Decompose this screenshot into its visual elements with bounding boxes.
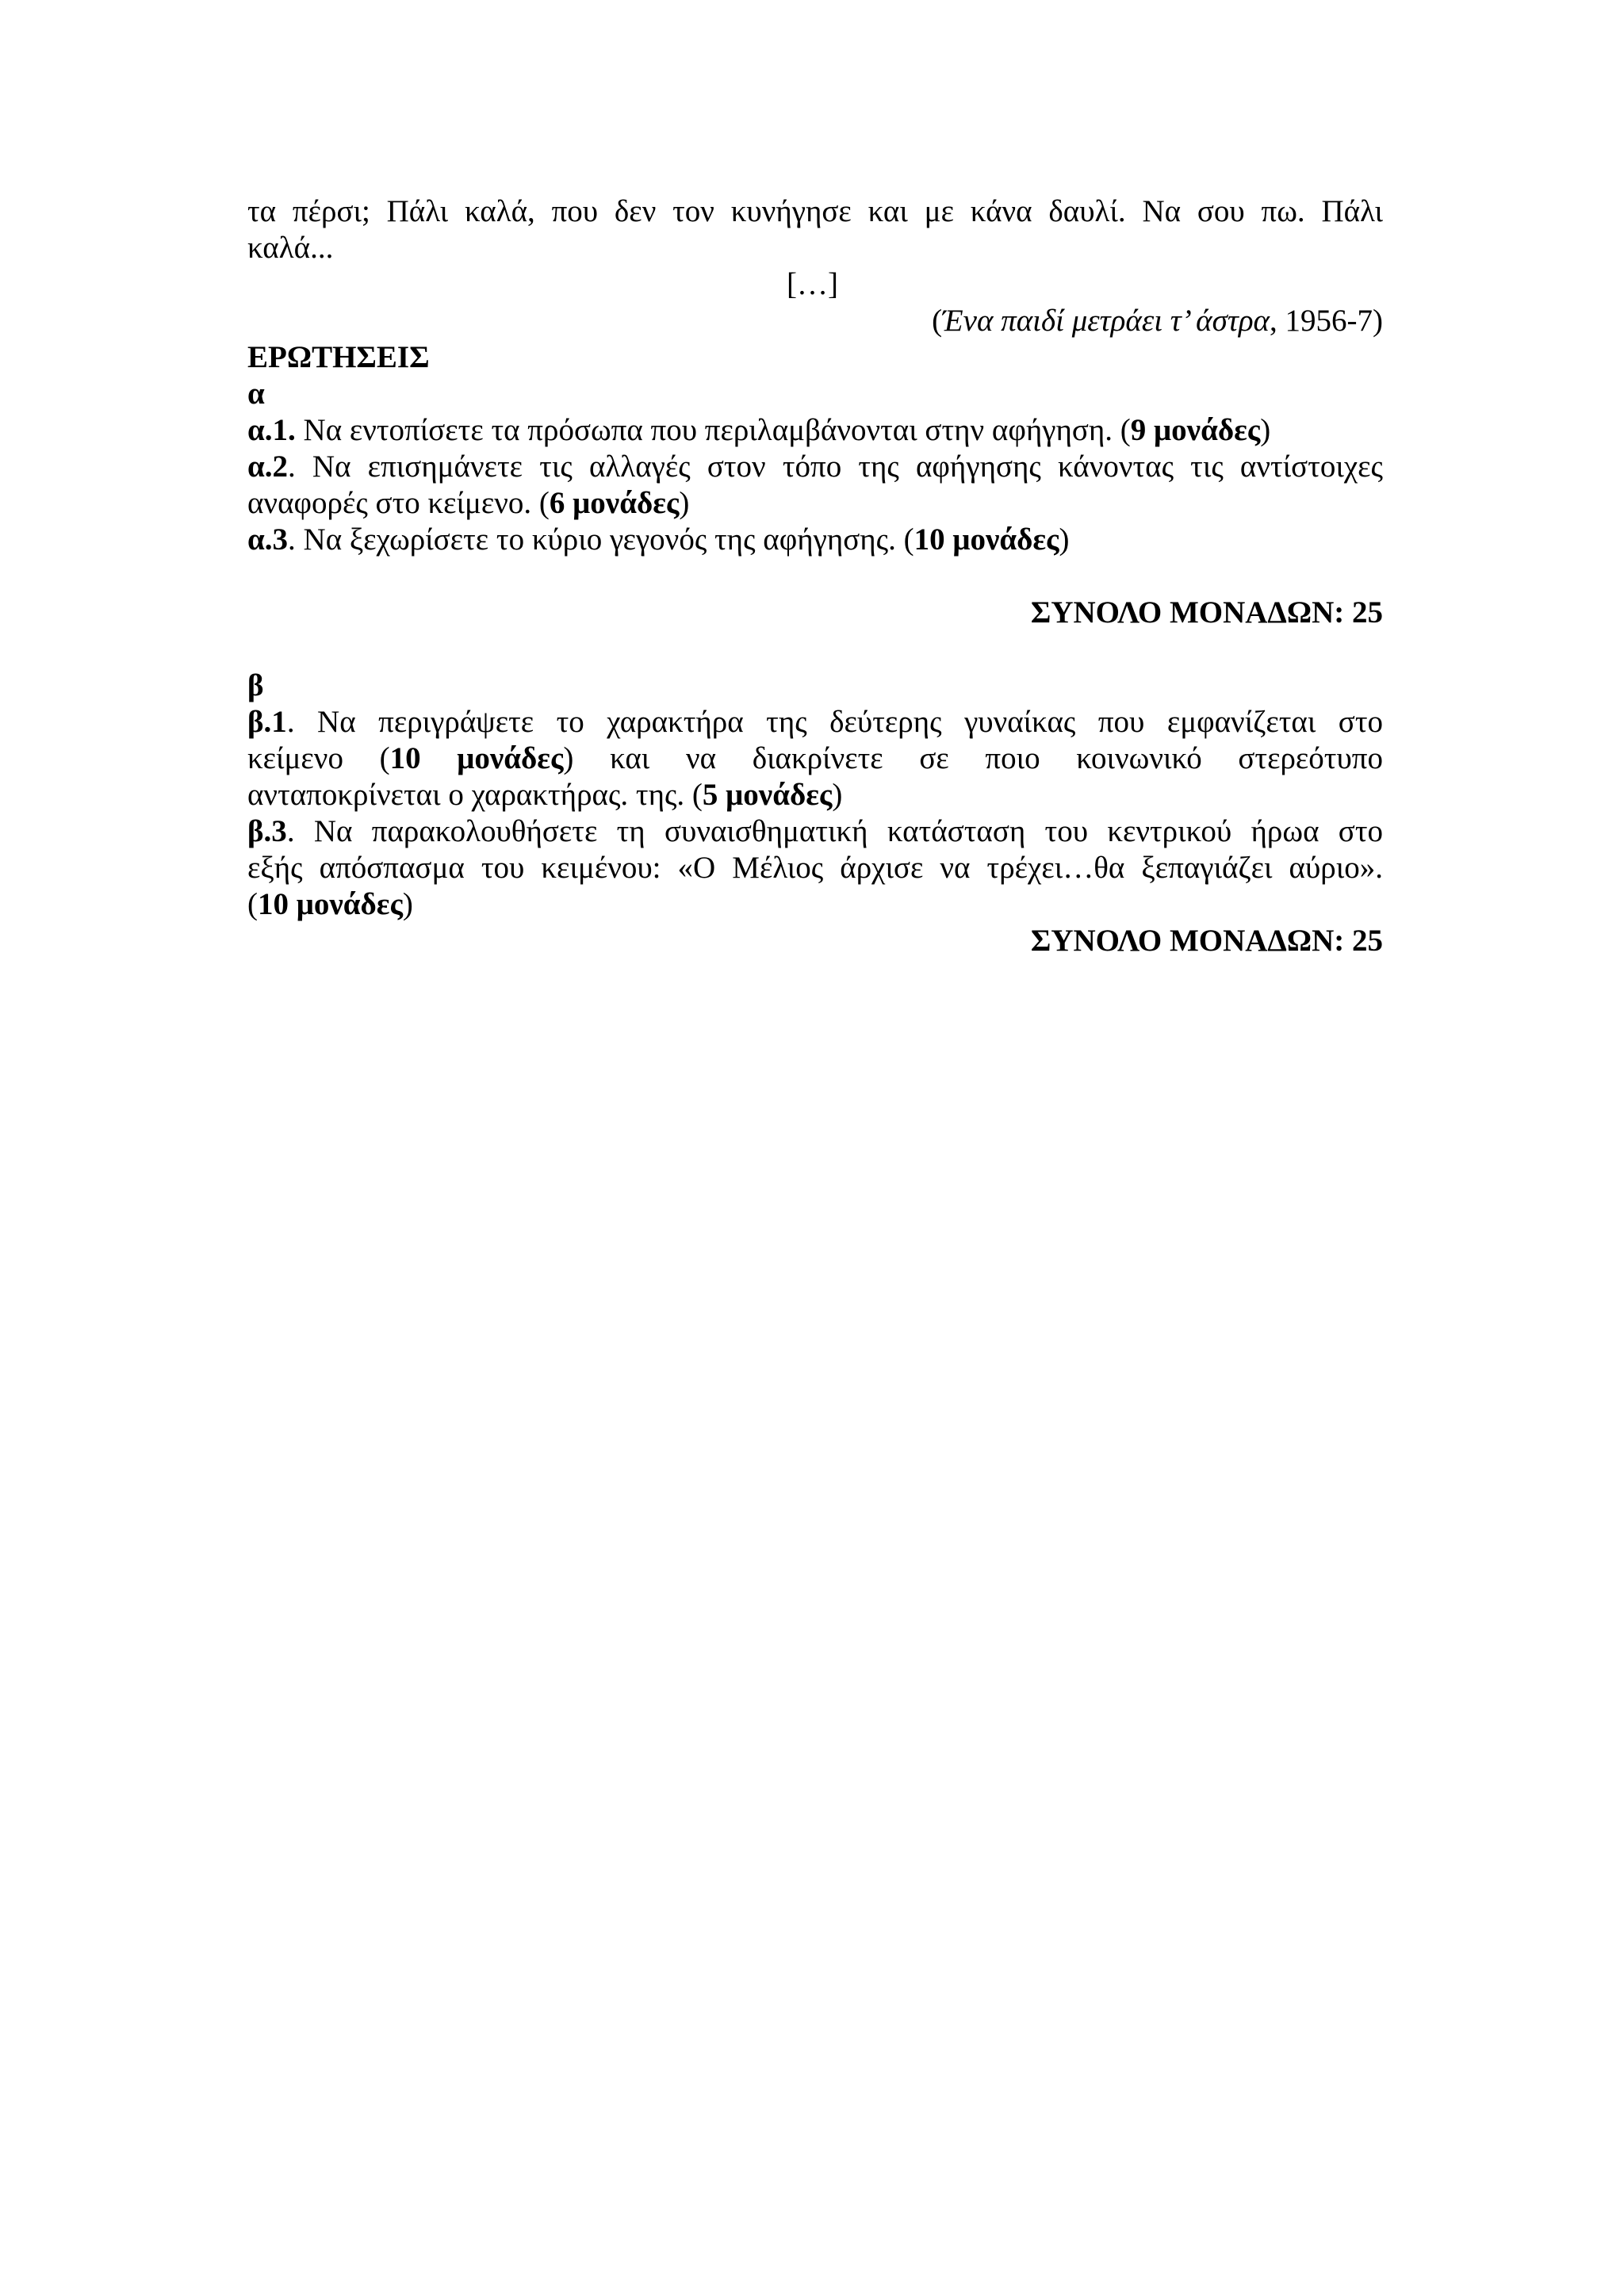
question-b3-text-1: . Να παρακολουθήσετε τη συναισθηματική κατάσταση του κεντρικού ήρωα στο xyxy=(286,814,1383,848)
question-b1-line-1 xyxy=(247,704,1383,740)
question-b1-points-1: 10 μονάδες xyxy=(389,741,564,775)
question-a3-close: ) xyxy=(1059,522,1070,557)
question-b3 xyxy=(247,813,1383,923)
question-b1-text-3: ανταποκρίνεται ο χαρακτήρας. της. ( xyxy=(247,778,703,812)
citation-open: ( xyxy=(932,304,943,338)
question-a3-text: . Να ξεχωρίσετε το κύριο γεγονός της αφήγησης. ( xyxy=(288,522,914,557)
section-b-label: β xyxy=(247,668,264,702)
question-a1-points: 9 μονάδες xyxy=(1130,413,1261,447)
section-b-total: ΣΥΝΟΛΟ ΜΟΝΑΔΩΝ: 25 xyxy=(1030,924,1383,958)
citation-rest: , 1956-7) xyxy=(1270,304,1383,338)
excerpt-line-1: τα πέρσι; Πάλι καλά, που δεν τον κυνήγησε και με κάνα δαυλί. Να σου πω. Πάλι xyxy=(247,194,1383,228)
question-b3-line-1 xyxy=(247,813,1383,850)
question-b3-line-2: εξής απόσπασμα του κειμένου: «Ο Μέλιος άρχισε να τρέχει…θα ξεπαγιάζει αύριο». xyxy=(247,851,1383,885)
question-a2-close: ) xyxy=(679,486,690,520)
question-a3-points: 10 μονάδες xyxy=(914,522,1059,557)
question-b3-points: 10 μονάδες xyxy=(258,887,403,921)
question-a3 xyxy=(247,522,1383,558)
question-b1 xyxy=(247,704,1383,813)
question-b3-number: β.3 xyxy=(247,814,287,848)
question-b1-text-2a: κείμενο ( xyxy=(247,741,390,775)
question-a2-line-1 xyxy=(247,449,1383,485)
question-b1-close: ) xyxy=(832,778,843,812)
source-citation xyxy=(247,303,1383,339)
question-a1-close: ) xyxy=(1260,413,1271,447)
question-b1-text-2b: ) και να διακρίνετε σε ποιο κοινωνικό στερεότυπο xyxy=(563,741,1383,775)
question-a2 xyxy=(247,449,1383,522)
question-a2-points: 6 μονάδες xyxy=(549,486,680,520)
question-a2-number: α.2 xyxy=(247,450,289,484)
question-a1-text: Να εντοπίσετε τα πρόσωπα που περιλαμβάνονται στην αφήγηση. ( xyxy=(295,413,1131,447)
question-b1-points-2: 5 μονάδες xyxy=(702,778,833,812)
question-b3-open: ( xyxy=(247,887,258,921)
citation-title: Ένα παιδί μετράει τ’ άστρα xyxy=(942,304,1270,338)
question-b3-close: ) xyxy=(402,887,413,921)
question-a3-number: α.3 xyxy=(247,522,289,557)
section-a-label: α xyxy=(247,377,265,411)
question-b1-line-2 xyxy=(247,740,1383,777)
question-a1-number: α.1. xyxy=(247,413,296,447)
question-a2-text-1: . Να επισημάνετε τις αλλαγές στον τόπο της αφήγησης κάνοντας τις αντίστοιχες xyxy=(288,450,1383,484)
question-b1-line-3 xyxy=(247,777,1383,813)
question-a2-text-2: αναφορές στο κείμενο. ( xyxy=(247,486,550,520)
question-a2-line-2 xyxy=(247,485,1383,522)
spacer xyxy=(247,558,1383,595)
excerpt-paragraph xyxy=(247,193,1383,266)
question-a1 xyxy=(247,412,1383,449)
page-content xyxy=(247,193,1383,959)
question-b1-text-1: . Να περιγράψετε το χαρακτήρα της δεύτερης γυναίκας που εμφανίζεται στο xyxy=(286,705,1383,739)
question-b3-line-3 xyxy=(247,886,1383,923)
omission-mark: […] xyxy=(787,267,838,301)
spacer xyxy=(247,631,1383,668)
question-b1-number: β.1 xyxy=(247,705,287,739)
section-a-total: ΣΥΝΟΛΟ ΜΟΝΑΔΩΝ: 25 xyxy=(1030,595,1383,629)
questions-heading: ΕΡΩΤΗΣΕΙΣ xyxy=(247,340,430,374)
excerpt-line-2: καλά... xyxy=(247,231,334,265)
